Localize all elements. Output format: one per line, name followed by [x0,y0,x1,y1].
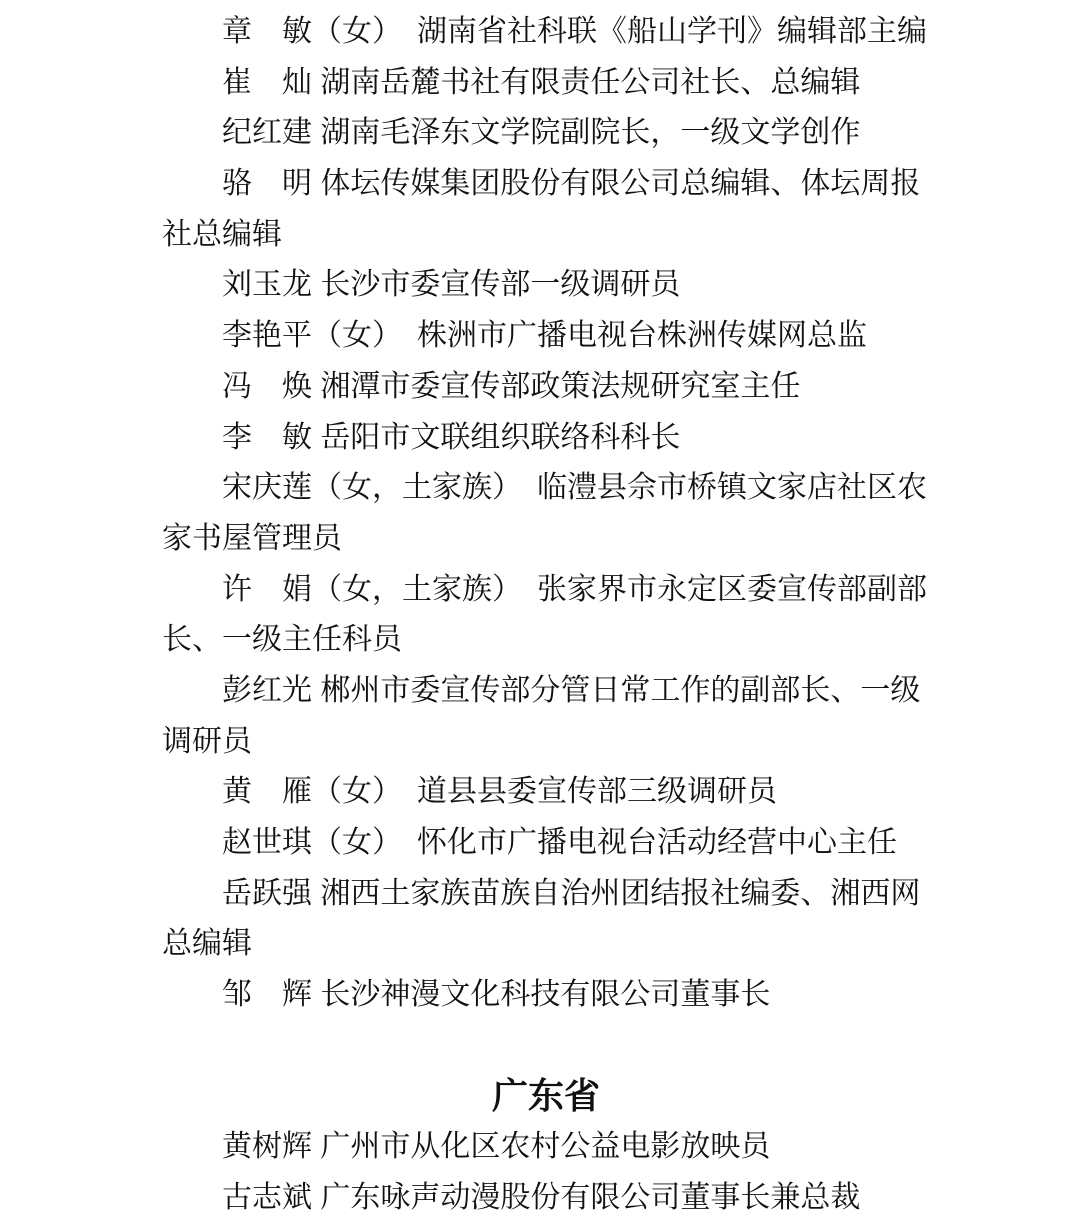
section-heading: 广东省 [491,1075,600,1117]
list-entry-line: 骆 明 体坛传媒集团股份有限公司总编辑、体坛周报 [222,167,921,201]
award-name-list [162,0,930,1224]
list-entry-continuation-line: 家书屋管理员 [162,521,342,555]
list-entry-line: 李艳平（女） 株洲市广播电视台株洲传媒网总监 [222,319,867,353]
list-entry-line: 刘玉龙 长沙市委宣传部一级调研员 [222,268,681,302]
list-entry-line: 崔 灿 湖南岳麓书社有限责任公司社长、总编辑 [222,65,861,99]
list-entry-line: 古志斌 广东咏声动漫股份有限公司董事长兼总裁 [222,1180,861,1214]
list-entry-line: 宋庆莲（女，土家族） 临澧县佘市桥镇文家店社区农 [222,471,927,505]
list-entry-line: 黄树辉 广州市从化区农村公益电影放映员 [222,1130,771,1164]
list-entry-continuation-line: 社总编辑 [162,217,282,251]
list-entry-line: 邹 辉 长沙神漫文化科技有限公司董事长 [222,978,771,1012]
list-entry-line: 彭红光 郴州市委宣传部分管日常工作的副部长、一级 [222,673,921,707]
list-entry-line: 许 娟（女，土家族） 张家界市永定区委宣传部副部 [222,572,927,606]
list-entry-line: 李 敏 岳阳市文联组织联络科科长 [222,420,681,454]
list-entry-line: 纪红建 湖南毛泽东文学院副院长，一级文学创作 [222,116,861,150]
list-entry-line: 赵世琪（女） 怀化市广播电视台活动经营中心主任 [222,826,897,859]
list-entry-continuation-line: 长、一级主任科员 [162,623,402,657]
list-entry-continuation-line: 总编辑 [162,927,252,961]
list-entry-line: 章 敏（女） 湖南省社科联《船山学刊》编辑部主编 [222,15,927,48]
list-entry-line: 黄 雁（女） 道县县委宣传部三级调研员 [222,775,777,809]
blank-line [162,1021,930,1072]
list-entry-continuation-line: 调研员 [162,724,252,758]
list-entry-line: 冯 焕 湘潭市委宣传部政策法规研究室主任 [222,369,801,403]
list-entry-line: 岳跃强 湘西土家族苗族自治州团结报社编委、湘西网 [222,876,921,910]
